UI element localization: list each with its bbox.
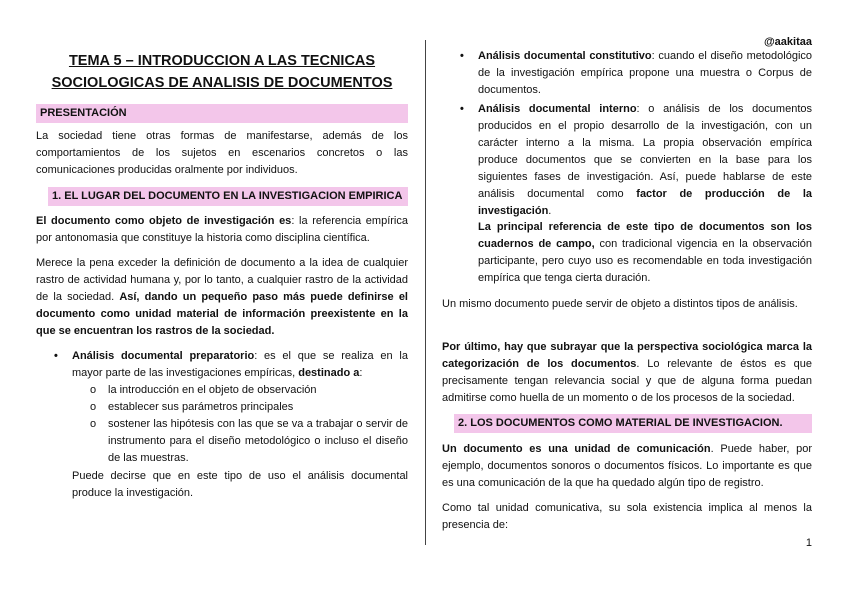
section1-heading: 1. EL LUGAR DEL DOCUMENTO EN LA INVESTIGACION EMPIRICA [48, 187, 408, 206]
unidad-rest: . Puede haber, por ejemplo, documentos sonoros o documentos físicos. Lo importante es que es una comunicación de la que ha quedado algún tipo de registro. [442, 443, 812, 489]
bullet3-rest: : o análisis de los documentos producidos en el propio desarrollo de la investigación, con un carácter interno a la misma. La propia observación empírica produce documentos que se convierten en la base para los siguientes fases de investigación. Así, puede hablarse de este análisis documental como [478, 103, 812, 200]
cuadernos-rest: con tradicional vigencia en la observación participante, pero cuyo uso es recomendable en toda investigación empírica que tenga cierta duración. [478, 238, 812, 284]
section1-paragraph-1 [36, 213, 408, 247]
bullet2-bold: Análisis documental constitutivo [478, 50, 652, 62]
por-ultimo-paragraph [442, 339, 812, 407]
bullet3-bold2: factor de producción de la investigación [478, 188, 812, 217]
presentacion-heading-bar [36, 104, 408, 123]
section2-heading-bar [454, 414, 812, 433]
cuadernos-bold: La principal referencia de este tipo de documentos son los cuadernos de campo, [478, 221, 812, 250]
p2-bold: Así, dando un pequeño paso más puede definirse el documento como unidad material de información preexistente en la que se encuentran los rastros de la sociedad. [36, 291, 408, 337]
section1-paragraph-2 [36, 255, 408, 340]
mismo-documento-paragraph: Un mismo documento puede servir de objeto a distintos tipos de análisis. [442, 298, 798, 310]
bullet1-colon: : [359, 367, 363, 379]
unidad-bold: Un documento es una unidad de comunicación [442, 443, 711, 455]
bullet3-bold: Análisis documental interno [478, 103, 637, 115]
author-watermark: @aakitaa [763, 36, 812, 48]
p1-rest: : la referencia empírica por antonomasia que constituye la historia como disciplina científica. [36, 215, 408, 244]
section1-heading-bar [48, 187, 408, 206]
p2-normal: Merece la pena exceder la definición de documento a la idea de cualquier rastro de actividad humana y, por lo tanto, a cualquier rastro de la actividad de la sociedad. [36, 257, 408, 303]
list-item [36, 348, 408, 382]
bullet1-rest: : es el que se realiza en la mayor parte de las investigaciones empíricas, [72, 350, 408, 379]
bullet3-paragraph-2 [478, 219, 812, 287]
page-title: TEMA 5 – INTRODUCCION A LAS TECNICAS SOCIOLOGICAS DE ANALISIS DE DOCUMENTOS [51, 53, 393, 91]
left-bullet-list [36, 348, 408, 467]
section2-heading: 2. LOS DOCUMENTOS COMO MATERIAL DE INVESTIGACION. [454, 414, 812, 433]
bullet2-rest: : cuando el diseño metodológico de la investigación empírica propone una muestra o Corpus de documentos. [478, 50, 813, 96]
bullet1-tail: destinado a [298, 367, 360, 379]
column-divider [425, 40, 426, 545]
por-ultimo-bold: Por último, hay que subrayar que la perspectiva sociológica marca la categorización de los documentos [442, 341, 812, 370]
unidad-comunicacion-paragraph [442, 441, 812, 492]
sub-list-item: o establecer sus parámetros principales [36, 399, 408, 416]
page-number: 1 [805, 537, 812, 549]
presentacion-heading: PRESENTACIÓN [36, 104, 408, 123]
p1-bold: El documento como objeto de investigación es [36, 215, 292, 227]
list-item [442, 48, 812, 99]
bullet1-note: Puede decirse que en este tipo de uso el análisis documental produce la investigación. [72, 470, 408, 499]
por-ultimo-rest: . Lo relevante de éstos es que precisamente tengan relevancia social y que de alguna forma puedan admitirse como huella de un momento o de los procesos de la sociedad. [442, 358, 812, 404]
list-item [442, 101, 812, 220]
bullet1-bold: Análisis documental preparatorio [72, 350, 255, 362]
presentacion-text: La sociedad tiene otras formas de manifestarse, además de los comportamientos de los sujetos en escenarios concretos o las comunicaciones producidas oralmente por individuos. [36, 130, 408, 176]
como-tal-paragraph: Como tal unidad comunicativa, su sola existencia implica al menos la presencia de: [442, 502, 812, 531]
bullet3-end: . [548, 205, 552, 217]
right-bullet-list [442, 48, 812, 220]
sub-list-item: o la introducción en el objeto de observación [36, 382, 408, 399]
sub-list-item: o sostener las hipótesis con las que se va a trabajar o servir de instrumento para el diseño metodológico o incluso el diseño de las muestras. [36, 416, 408, 467]
